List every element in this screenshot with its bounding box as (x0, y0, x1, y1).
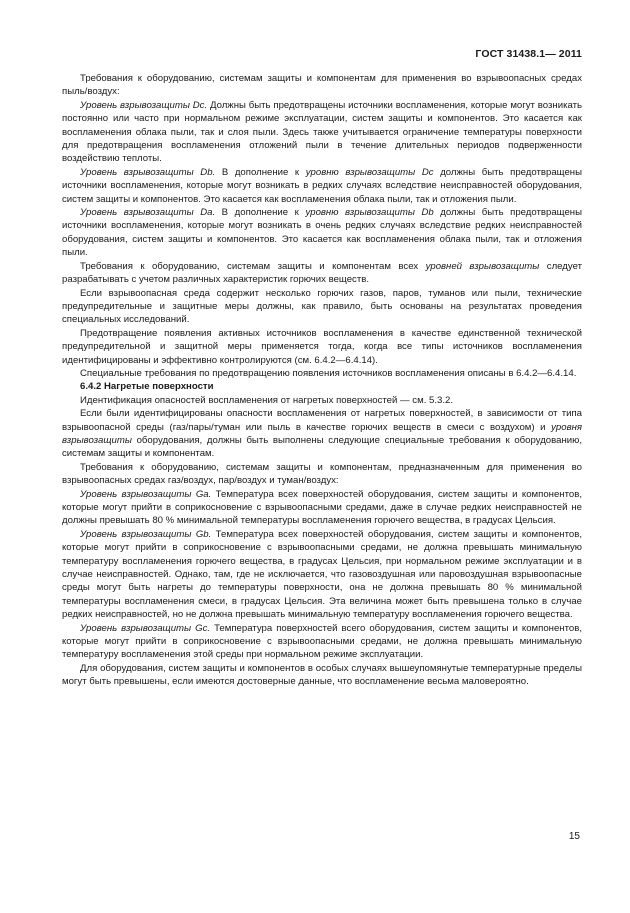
paragraph (62, 461, 582, 488)
text-run: Для оборудования, систем защиты и компонентов в особых случаях вышеупомянутые температурные пределы могут быть превышены, если имеются достоверные данные, что воспламенение весьма маловероятно. (62, 662, 582, 688)
paragraph (62, 528, 582, 622)
paragraph (62, 72, 582, 99)
italic-term: Уровень взрывозащиты Ga. (80, 488, 212, 500)
paragraph (62, 394, 582, 407)
italic-term: уровней взрывозащиты (425, 260, 540, 272)
italic-term: Уровень взрывозащиты Db. (80, 166, 216, 178)
text-run: Идентификация опасностей воспламенения от нагретых поверхностей — см. 5.3.2. (80, 394, 454, 406)
text-run: оборудования, должны быть выполнены следующие специальные требования к оборудованию, системам защиты и компонентам. (62, 434, 582, 460)
text-run: Требования к оборудованию, системам защиты и компонентам для применения во взрывоопасных средах пыль/воздух: (62, 73, 582, 98)
document-id-header: ГОСТ 31438.1— 2011 (475, 48, 582, 60)
paragraph (62, 99, 582, 166)
italic-term: Уровень взрывозащиты Da. (80, 207, 216, 219)
italic-term: уровню взрывозащиты Dc (305, 166, 434, 178)
document-body (62, 72, 582, 689)
text-run: Требования к оборудованию, системам защиты и компонентам всех (80, 260, 426, 272)
text-run: Специальные требования по предотвращению появления источников воспламенения описаны в 6.4.2—6.4.14. (80, 367, 577, 379)
paragraph (62, 327, 582, 367)
text-run: Предотвращение появления активных источников воспламенения в качестве единственной технической предупредительной и защитной меры применяется тогда, когда все типы источников воспламенения идентифицированы и эффективно контролируются (см. 6.4.2—6.4.14). (62, 327, 582, 366)
text-run: В дополнение к (215, 207, 306, 219)
italic-term: Уровень взрывозащиты Gb. (80, 528, 212, 540)
text-run: Требования к оборудованию, системам защиты и компонентам, предназначенным для применения во взрывоопасных средах газ/воздух, пар/воздух и туман/воздух: (62, 461, 582, 487)
section-heading (62, 380, 582, 393)
text-run: Должны быть предотвращены источники воспламенения, которые могут возникать постоянно или часто при нормальном режиме эксплуатации, систем защиты и компонентов. Это касается как воспламенения облака пыли, так и слоя пыли. Здесь также учитывается ограничение температуры поверхности для предотвращения воспламенения отложений пыли в течение длительных периодов подверженности воздействию теплоты. (62, 99, 582, 165)
page-number: 15 (568, 831, 580, 842)
text-run: Температура поверхностей всего оборудования, систем защиты и компонентов, которые могут прийти в соприкосновение с взрывоопасными средами, не должна превышать минимальную температуру воспламенения этой среды при нормальном режиме эксплуатации. (62, 622, 582, 661)
paragraph (62, 166, 582, 206)
paragraph (62, 622, 582, 662)
text-run: Если были идентифицированы опасности воспламенения от нагретых поверхностей, в зависимости от типа взрывоопасной среды (газ/пары/туман или пыль в качестве горючих веществ в смеси с воздухом) и (62, 408, 582, 433)
paragraph (62, 367, 582, 380)
text-run: В дополнение к (215, 166, 306, 178)
paragraph (62, 407, 582, 461)
text-run: Температура всех поверхностей оборудования, систем защиты и компонентов, которые могут прийти в соприкосновение с взрывоопасными средами, не должна превышать минимальную температуру воспламенения горючего вещества, в градусах Цельсия, при нормальном режиме эксплуатации и в случае неисправностей. Однако, там, где не исключается, что газовоздушная или паровоздушная взрывоопасные среды могут быть нагреты до температуры поверхности, она не должна превышать 80 % минимальной температуры воспламенения смеси, в градусах Цельсия. Эта величина может быть превышена только в случае редких неисправностей, но не должна превышать минимальную температуру воспламенения горючего вещества. (62, 528, 582, 621)
paragraph (62, 260, 582, 287)
paragraph (62, 662, 582, 689)
text-run: 6.4.2 Нагретые поверхности (80, 381, 214, 393)
italic-term: Уровень взрывозащиты Dc. (80, 99, 208, 111)
text-run: Если взрывоопасная среда содержит несколько горючих газов, паров, туманов или пыли, технические предупредительные и защитные меры должны, как правило, быть основаны на результатах проведения специальных исследований. (62, 287, 582, 326)
text-run: следует разрабатывать с учетом различных характеристик горючих веществ. (62, 260, 582, 286)
italic-term: уровню взрывозащиты Db (305, 207, 434, 219)
paragraph (62, 287, 582, 327)
paragraph (62, 488, 582, 528)
text-run: должны быть предотвращены источники воспламенения, которые могут возникать в редких случаях вследствие неисправностей оборудования, систем защиты и компонентов. Это касается как воспламенения облака пыли, так и отложения пыли. (62, 166, 582, 205)
paragraph (62, 206, 582, 260)
text-run: Температура всех поверхностей оборудования, систем защиты и компонентов, которые могут прийти в соприкосновение с взрывоопасными средами, даже в случае редких неисправностей не должны превышать 80 % минимальной температуры воспламенения горючего вещества, в градусах Цельсия. (62, 488, 582, 527)
text-run: должны быть предотвращены источники воспламенения, которые могут возникать в очень редких случаях вследствие редких неисправностей оборудования, систем защиты и компонентов. Это касается как воспламенения облака пыли, так и отложения пыли. (62, 207, 582, 259)
italic-term: уровня взрывозащиты (62, 421, 582, 446)
italic-term: Уровень взрывозащиты Gc. (80, 622, 211, 634)
